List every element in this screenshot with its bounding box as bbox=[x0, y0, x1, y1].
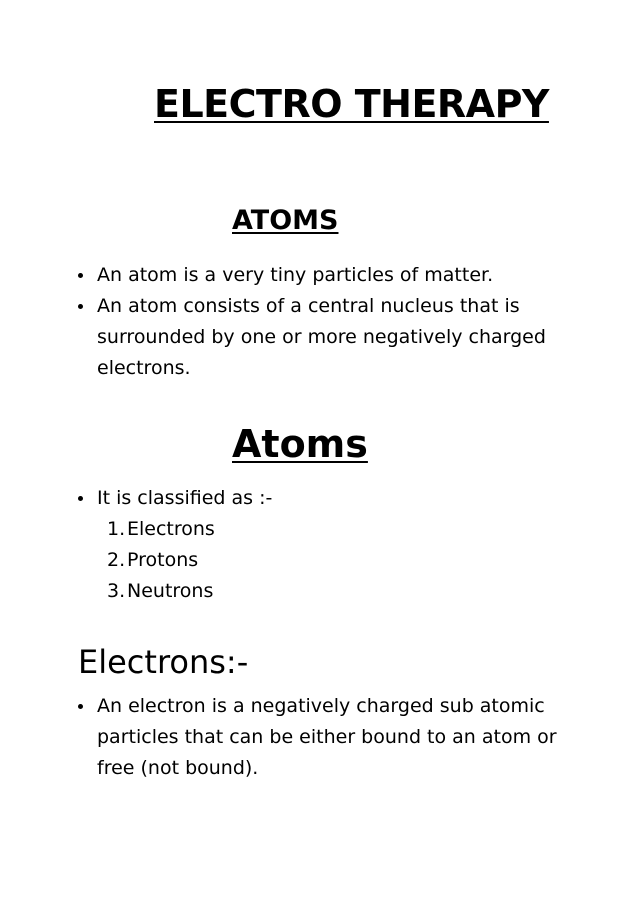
item-number: 1. bbox=[107, 518, 126, 540]
section-heading-electrons: Electrons:- bbox=[78, 643, 249, 681]
item-number: 3. bbox=[107, 580, 126, 602]
section-heading-atoms: Atoms bbox=[232, 422, 368, 466]
numbered-item bbox=[107, 576, 215, 607]
list-item bbox=[78, 483, 578, 514]
section-heading-atoms-caps: ATOMS bbox=[232, 205, 339, 236]
list-item bbox=[78, 291, 578, 384]
classification-numbered-list bbox=[107, 514, 215, 607]
electrons-bullet-list bbox=[78, 691, 578, 784]
list-item bbox=[78, 260, 578, 291]
item-text: Electrons bbox=[127, 518, 215, 540]
list-item-text: An electron is a negatively charged sub atomic particles that can be either bound to an atom or free (not bound). bbox=[97, 695, 557, 779]
bullet-icon bbox=[78, 704, 83, 709]
bullet-icon bbox=[78, 304, 83, 309]
page-title: ELECTRO THERAPY bbox=[154, 82, 549, 126]
item-text: Protons bbox=[127, 549, 199, 571]
numbered-item bbox=[107, 514, 215, 545]
list-item-text: An atom consists of a central nucleus that is surrounded by one or more negatively charged electrons. bbox=[97, 295, 546, 379]
atoms-bullet-list bbox=[78, 260, 578, 384]
numbered-item bbox=[107, 545, 215, 576]
bullet-icon bbox=[78, 496, 83, 501]
item-text: Neutrons bbox=[127, 580, 214, 602]
list-item-text: It is classified as :- bbox=[97, 487, 273, 509]
list-item bbox=[78, 691, 578, 784]
list-item-text: An atom is a very tiny particles of matter. bbox=[97, 264, 494, 286]
classification-bullet-list bbox=[78, 483, 578, 514]
bullet-icon bbox=[78, 273, 83, 278]
item-number: 2. bbox=[107, 549, 126, 571]
